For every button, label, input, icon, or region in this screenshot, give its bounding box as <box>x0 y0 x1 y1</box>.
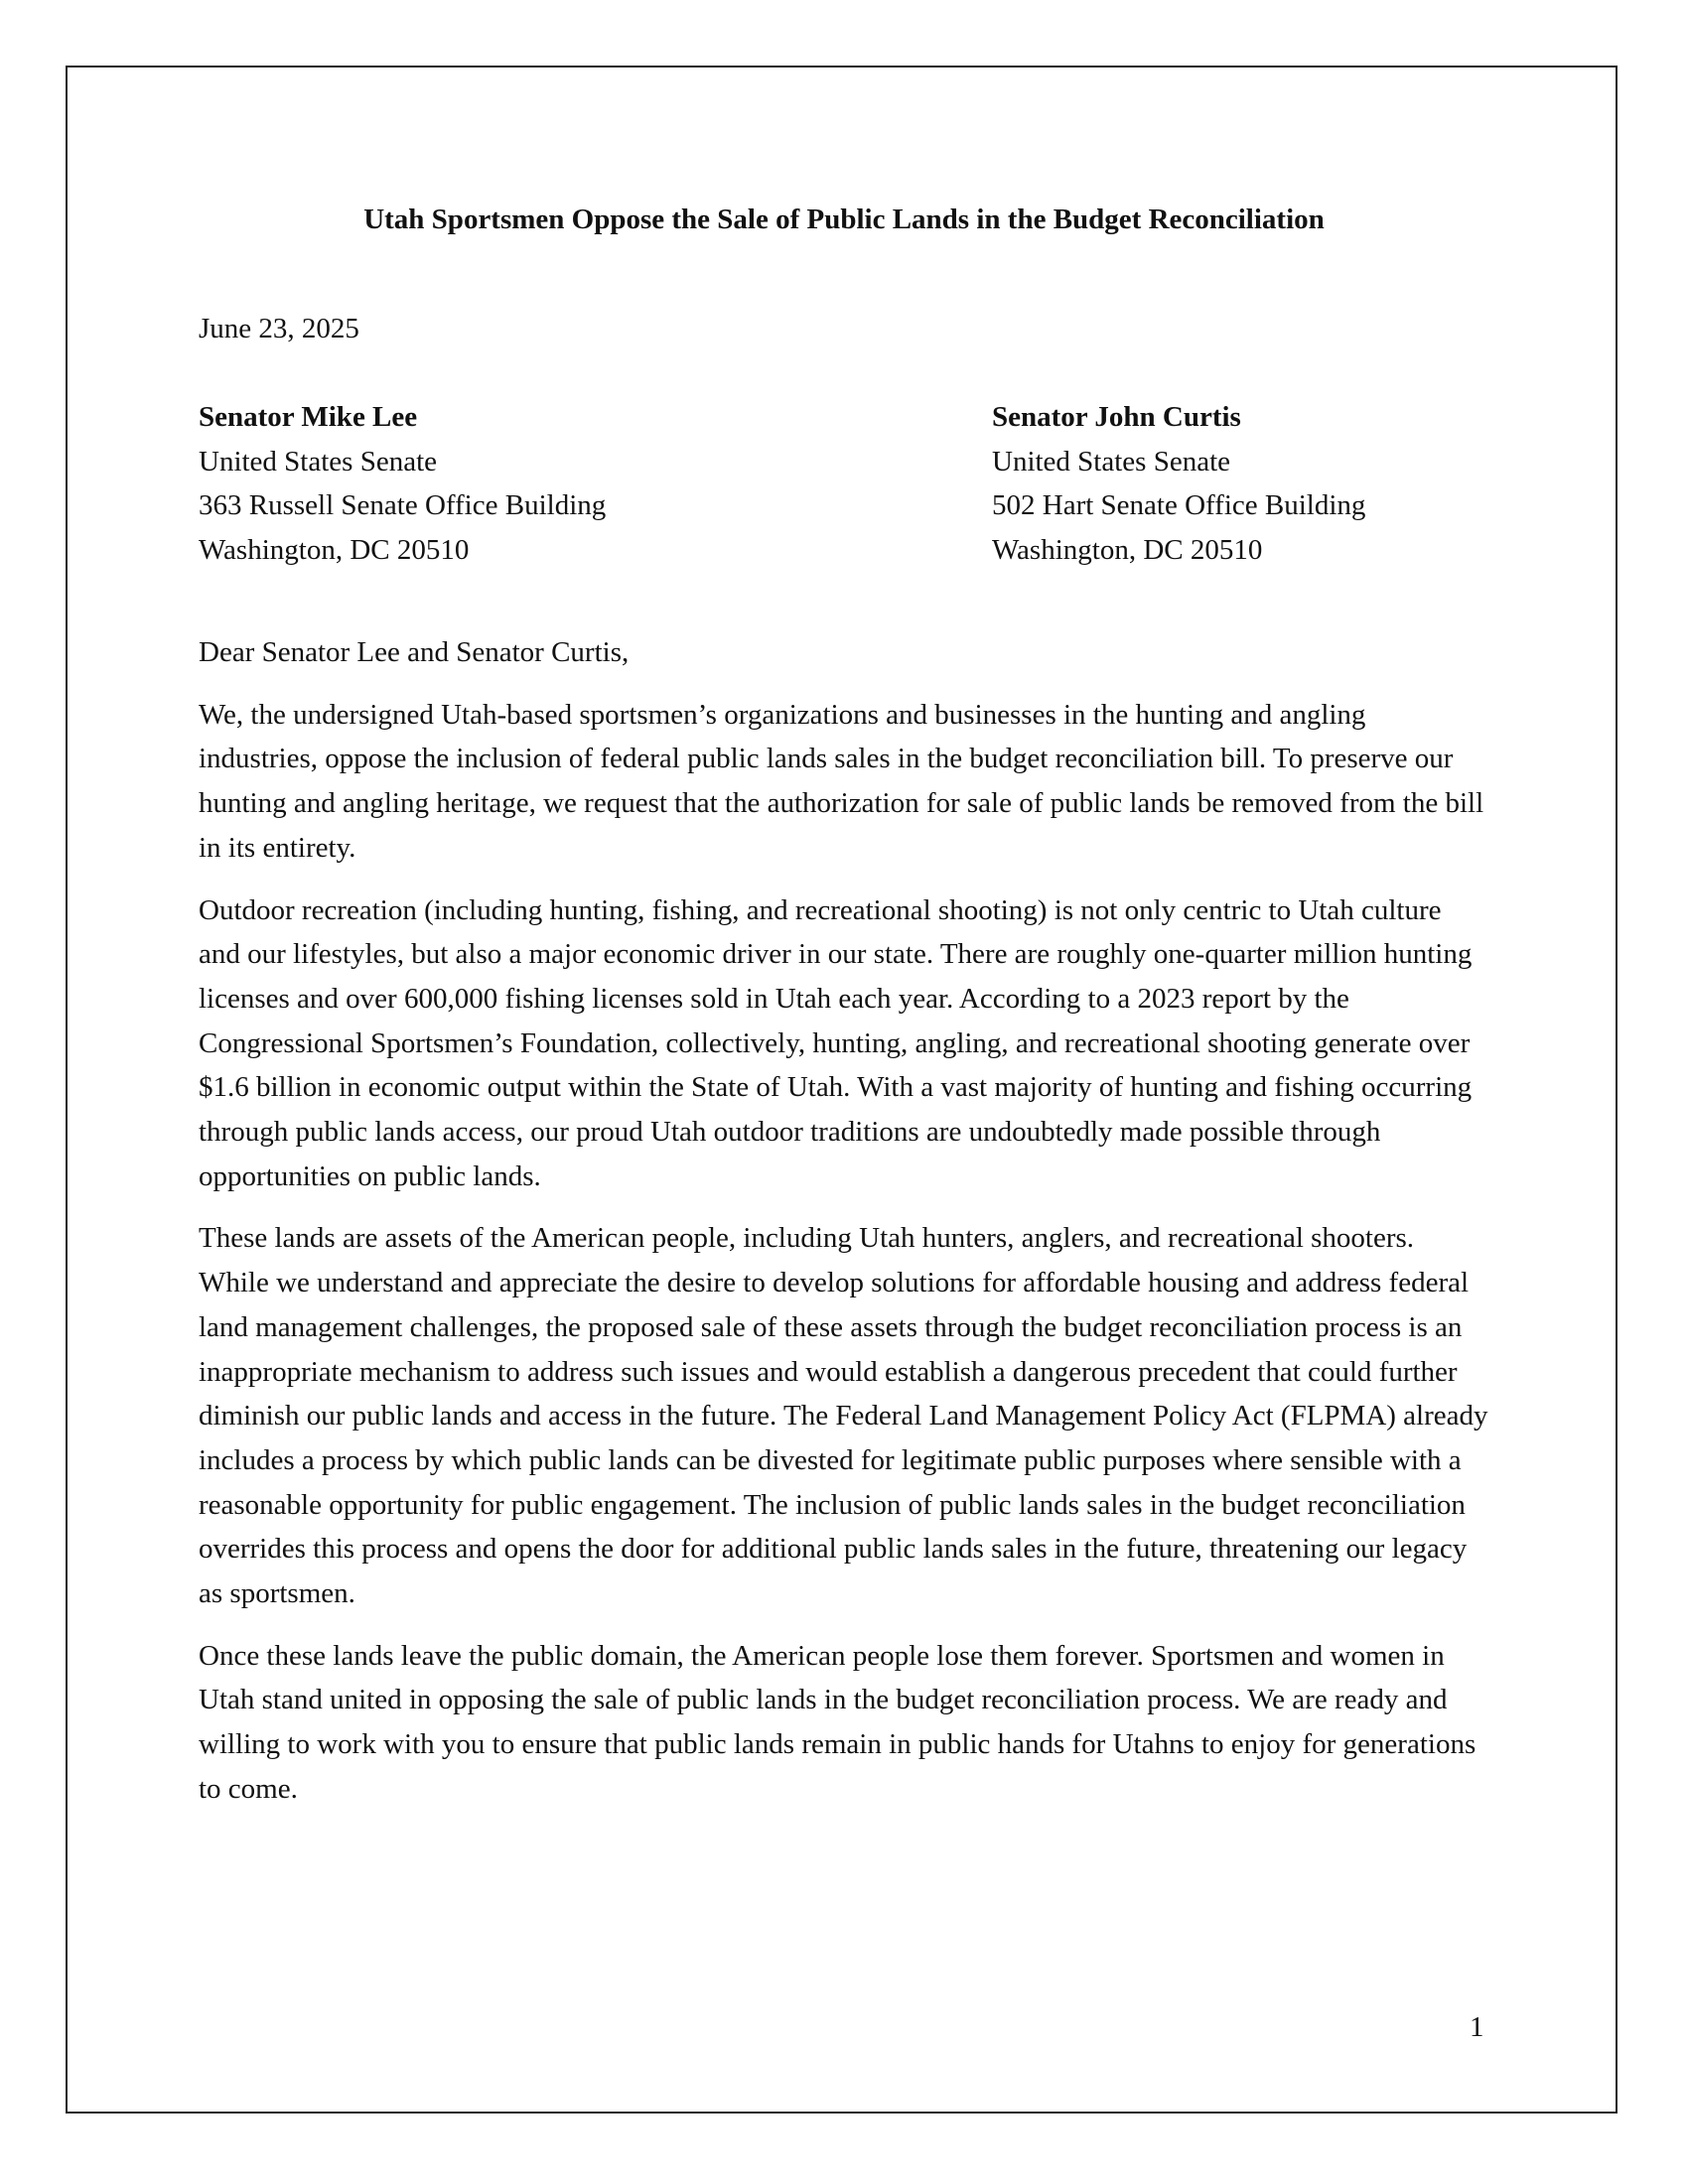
body-paragraph: Outdoor recreation (including hunting, fishing, and recreational shooting) is not only centric to Utah culture and our lifestyles, but also a major economic driver in our state. There are roughly one-quarter million hunting licenses and over 600,000 fishing licenses sold in Utah each year. According to a 2023 report by the Congressional Sportsmen’s Foundation, collectively, hunting, angling, and recreational shooting generate over $1.6 billion in economic output within the State of Utah. With a vast majority of hunting and fishing occurring through public lands access, our proud Utah outdoor traditions are undoubtedly made possible through opportunities on public lands. <box>199 893 1473 1192</box>
document-title: Utah Sportsmen Oppose the Sale of Public Lands in the Budget Reconciliation <box>363 204 1325 235</box>
body-paragraph: We, the undersigned Utah-based sportsmen’s organizations and businesses in the hunting and angling industries, oppose the inclusion of federal public lands sales in the budget reconciliation bill. To preserve our hunting and angling heritage, we request that the authorization for sale of public lands be removed from the bill in its entirety. <box>199 698 1484 864</box>
recipient-building: 502 Hart Senate Office Building <box>992 489 1366 521</box>
recipient-city: Washington, DC 20510 <box>199 533 470 566</box>
letter-body <box>199 630 1489 1830</box>
body-paragraph: Once these lands leave the public domain, the American people lose them forever. Sportsmen and women in Utah stand united in opposing the sale of public lands in the budget reconciliation process. We are ready and willing to work with you to ensure that public lands remain in public hands for Utahns to enjoy for generations to come. <box>199 1639 1477 1805</box>
letter-date: June 23, 2025 <box>199 313 359 344</box>
recipient-office: United States Senate <box>992 445 1231 478</box>
salutation: Dear Senator Lee and Senator Curtis, <box>199 636 630 668</box>
letter-content <box>199 195 1489 1805</box>
recipient-block <box>199 395 1489 574</box>
recipient-curtis <box>992 395 1365 572</box>
recipient-lee <box>199 395 606 572</box>
recipient-office: United States Senate <box>199 445 438 478</box>
recipient-city: Washington, DC 20510 <box>992 533 1263 566</box>
recipient-name: Senator Mike Lee <box>199 401 418 433</box>
recipient-building: 363 Russell Senate Office Building <box>199 489 607 521</box>
page-number: 1 <box>1470 2011 1484 2043</box>
recipient-name: Senator John Curtis <box>992 401 1241 433</box>
body-paragraph: These lands are assets of the American people, including Utah hunters, anglers, and recreational shooters. While we understand and appreciate the desire to develop solutions for affordable housing and address federal land management challenges, the proposed sale of these assets through the budget reconciliation process is an inappropriate mechanism to address such issues and would establish a dangerous precedent that could further diminish our public lands and access in the future. The Federal Land Management Policy Act (FLPMA) already includes a process by which public lands can be divested for legitimate public purposes where sensible with a reasonable opportunity for public engagement. The inclusion of public lands sales in the budget reconciliation overrides this process and opens the door for additional public lands sales in the future, threatening our legacy as sportsmen. <box>199 1222 1488 1610</box>
